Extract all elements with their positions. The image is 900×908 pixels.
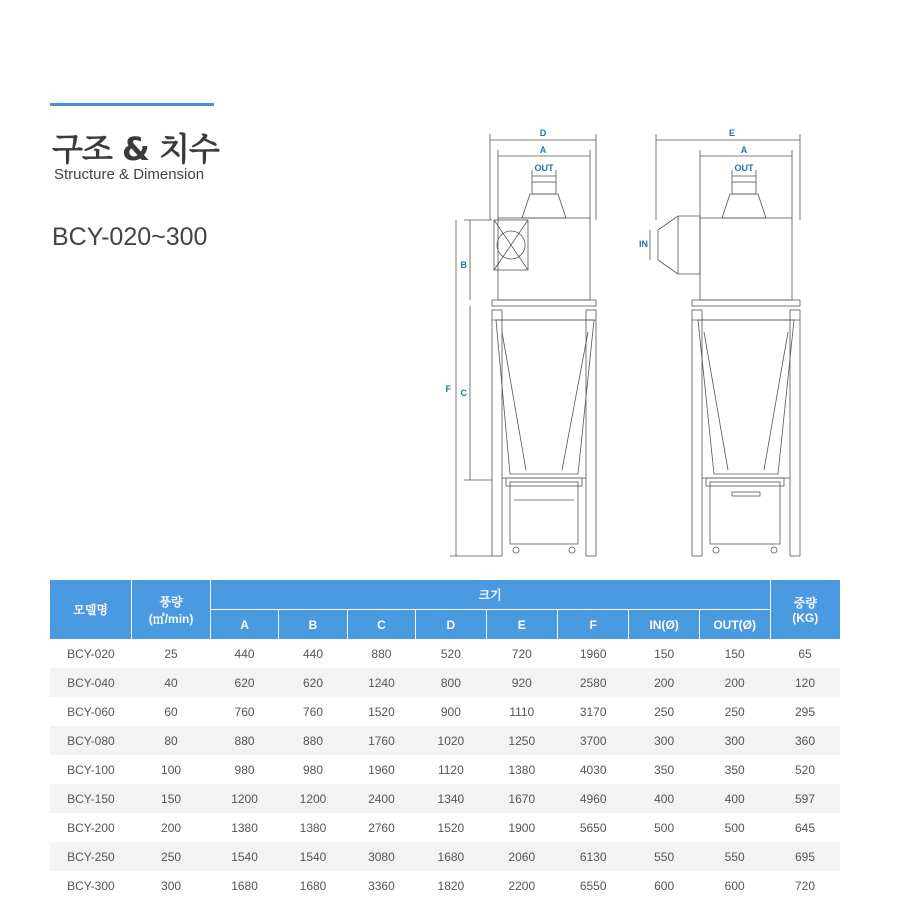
cell-out: 400 [699,784,770,813]
table-row [50,668,840,697]
cell-e: 1380 [508,762,536,777]
cell-model: BCY-200 [67,820,115,835]
header-weight [770,580,840,639]
section-title-korean: 구조 & 치수 [52,130,219,168]
cell-weight: 720 [794,878,816,893]
cell-model: BCY-300 [67,878,115,893]
cell-f: 3170 [579,704,607,719]
header-col-out: OUT(Ø) [699,610,770,640]
cell-e: 920 [486,668,557,697]
cell-e: 1250 [486,726,557,755]
dim-label-d: D [539,128,547,138]
cell-b: 880 [279,726,347,755]
cell-d: 1520 [437,820,465,835]
cell-b: 1540 [279,842,347,871]
cell-d: 800 [416,668,486,697]
cell-f: 6550 [579,878,607,893]
cell-f: 5650 [579,820,607,835]
cell-e: 2200 [508,878,536,893]
table-row [50,755,840,784]
cell-f: 6130 [557,842,628,871]
cell-a: 880 [210,726,278,755]
cell-in: 550 [629,842,699,871]
cell-weight: 645 [794,820,816,835]
cell-d: 1820 [437,878,465,893]
cell-e: 1900 [508,820,536,835]
cell-b: 1200 [279,784,347,813]
cell-f: 1960 [579,646,607,661]
cell-f: 2580 [557,668,628,697]
dim-label-c: C [460,388,467,398]
cell-airflow: 60 [164,704,178,719]
side-view [650,134,800,556]
header-col-e: E [486,610,557,640]
cell-in: 350 [654,762,675,777]
cell-d: 520 [440,646,461,661]
cell-b: 980 [302,762,324,777]
front-view [450,134,596,556]
cell-out: 300 [699,726,770,755]
dim-label-out-side: OUT [734,163,754,173]
header-weight-label: 중량 [793,596,817,610]
table-row [50,842,840,871]
table-row [50,697,840,726]
header-model: 모델명 [50,580,132,639]
cell-a: 1540 [210,842,278,871]
header-col-b: B [279,610,347,640]
accent-line [50,103,214,106]
cell-c: 1520 [368,704,395,719]
cell-b: 1380 [299,820,327,835]
cell-e: 2060 [486,842,557,871]
cell-c: 880 [371,646,392,661]
cell-f: 4030 [579,762,607,777]
cell-weight: 520 [794,762,816,777]
header-col-d: D [416,610,486,640]
header-col-in: IN(Ø) [629,610,699,640]
cell-out: 250 [724,704,745,719]
cell-a: 980 [234,762,255,777]
header-col-a: A [210,610,278,640]
cell-c: 3080 [347,842,415,871]
cell-in: 500 [654,820,675,835]
cell-weight: 695 [770,842,840,871]
cell-b: 620 [279,668,347,697]
cell-c: 3360 [368,878,395,893]
cell-a: 1200 [210,784,278,813]
cell-airflow: 200 [161,820,182,835]
cell-airflow: 150 [132,784,211,813]
cell-out: 500 [724,820,745,835]
cell-in: 400 [629,784,699,813]
spec-table-body [50,639,840,900]
cell-model: BCY-100 [67,762,115,777]
cell-d: 1680 [416,842,486,871]
dim-label-in: IN [639,239,648,249]
cell-c: 1960 [368,762,395,777]
cell-in: 250 [654,704,675,719]
header-airflow [132,580,211,639]
cell-airflow: 80 [132,726,211,755]
table-row [50,784,840,813]
cell-in: 200 [629,668,699,697]
table-row [50,813,840,842]
cell-in: 600 [654,878,675,893]
cell-airflow: 40 [132,668,211,697]
cell-out: 200 [699,668,770,697]
cell-model: BCY-020 [67,646,115,661]
cell-a: 1380 [231,820,258,835]
cell-out: 600 [724,878,745,893]
cell-d: 900 [440,704,461,719]
cell-weight: 120 [770,668,840,697]
cell-weight: 295 [794,704,816,719]
cell-d: 1340 [416,784,486,813]
cell-b: 760 [302,704,324,719]
cell-in: 300 [629,726,699,755]
cell-out: 350 [724,762,745,777]
header-col-f: F [557,610,628,640]
table-row [50,726,840,755]
cell-model: BCY-150 [50,784,132,813]
dim-label-out-front: OUT [534,163,554,173]
cell-b: 1680 [299,878,327,893]
cell-a: 760 [234,704,255,719]
cell-f: 3700 [557,726,628,755]
cell-c: 1760 [347,726,415,755]
cell-c: 2760 [368,820,395,835]
cell-out: 550 [699,842,770,871]
cell-airflow: 300 [161,878,182,893]
dim-label-e: E [728,128,736,138]
cell-weight: 597 [770,784,840,813]
header-weight-unit: (KG) [792,611,819,625]
table-row [50,871,840,900]
cell-model: BCY-250 [50,842,132,871]
cell-e: 1670 [486,784,557,813]
cell-f: 4960 [557,784,628,813]
header-airflow-label: 풍량 [159,594,183,609]
cell-model: BCY-080 [50,726,132,755]
cell-d: 1120 [437,762,464,777]
cell-airflow: 100 [161,762,182,777]
section-title-english: Structure & Dimension [54,166,205,183]
cell-e: 720 [511,646,532,661]
dim-label-f: F [445,384,451,394]
cell-weight: 360 [770,726,840,755]
dim-label-a-front: A [539,145,547,155]
cell-a: 620 [210,668,278,697]
dim-label-a-side: A [740,145,748,155]
header-airflow-unit: (㎥/min) [148,611,194,626]
cell-a: 1680 [231,878,258,893]
cell-c: 2400 [347,784,415,813]
dim-label-b: B [460,260,467,270]
cell-model: BCY-060 [67,704,115,719]
cell-c: 1240 [347,668,415,697]
cell-e: 1110 [509,704,535,719]
cell-airflow: 25 [164,646,178,661]
cell-a: 440 [234,646,255,661]
cell-b: 440 [302,646,324,661]
cell-airflow: 250 [132,842,211,871]
dimension-drawing [430,120,830,565]
cell-out: 150 [724,646,745,661]
model-range: BCY-020~300 [52,223,208,251]
header-col-c: C [347,610,415,640]
cell-weight: 65 [798,646,812,661]
spec-table [50,580,840,900]
cell-in: 150 [654,646,675,661]
cell-d: 1020 [416,726,486,755]
cell-model: BCY-040 [50,668,132,697]
header-size: 크기 [210,580,770,610]
table-row [50,639,840,668]
